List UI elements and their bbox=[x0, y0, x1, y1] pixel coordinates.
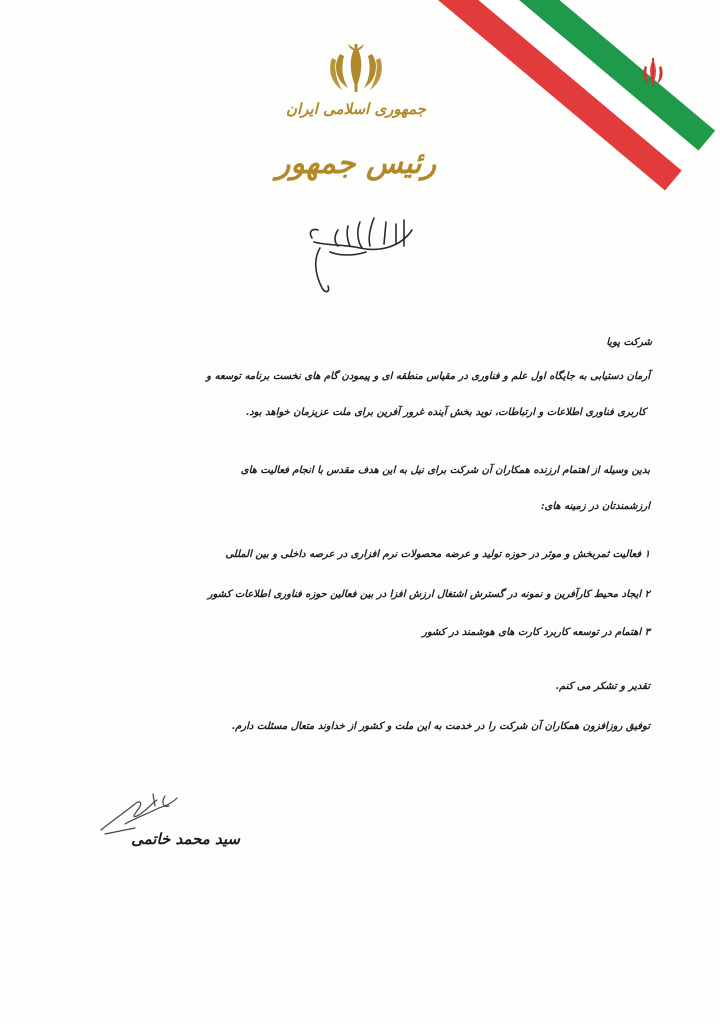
office-title: رئیس جمهور bbox=[275, 146, 437, 181]
flag-emblem-icon bbox=[636, 56, 670, 90]
salutation: شرکت پویا bbox=[606, 337, 652, 348]
paragraph-2-line-2: ارزشمندتان در زمینه های: bbox=[540, 501, 650, 512]
government-title: جمهوری اسلامی ایران bbox=[285, 100, 427, 118]
list-item: ۳ اهتمام در توسعه کاربرد کارت های هوشمند در کشور bbox=[421, 627, 650, 638]
signer-name: سید محمد خاتمی bbox=[131, 830, 240, 848]
thanks-line: تقدیر و تشکر می کنم. bbox=[555, 681, 650, 692]
iran-flag-ribbon bbox=[420, 0, 715, 190]
list-item: ۱ فعالیت ثمربخش و موثر در حوزه تولید و عرضه محصولات نرم افزاری در عرصه داخلی و بین المللی bbox=[225, 549, 650, 560]
closing-line: توفیق روزافزون همکاران آن شرکت را در خدمت به این ملت و کشور از خداوند متعال مسئلت دارم. bbox=[231, 721, 650, 732]
paragraph-1-line-2: کاربری فناوری اطلاعات و ارتباطات، نوید بخش آینده غرور آفرین برای ملت عزیزمان خواهد بود. bbox=[245, 407, 646, 418]
list-item: ۲ ایجاد محیط کارآفرین و نمونه در گسترش اشتغال ارزش افزا در بین فعالین حوزه فناوری اطلاعات کشور bbox=[207, 589, 650, 600]
basmala-calligraphy bbox=[300, 208, 420, 298]
paragraph-1-line-1: آرمان دستیابی به جایگاه اول علم و فناوری در مقیاس منطقه ای و پیمودن گام های نخست برنامه توسعه و bbox=[206, 371, 650, 382]
iran-emblem-icon bbox=[326, 42, 386, 98]
paragraph-2-line-1: بدین وسیله از اهتمام ارزنده همکاران آن شرکت برای نیل به این هدف مقدس با انجام فعالیت های bbox=[240, 465, 650, 476]
